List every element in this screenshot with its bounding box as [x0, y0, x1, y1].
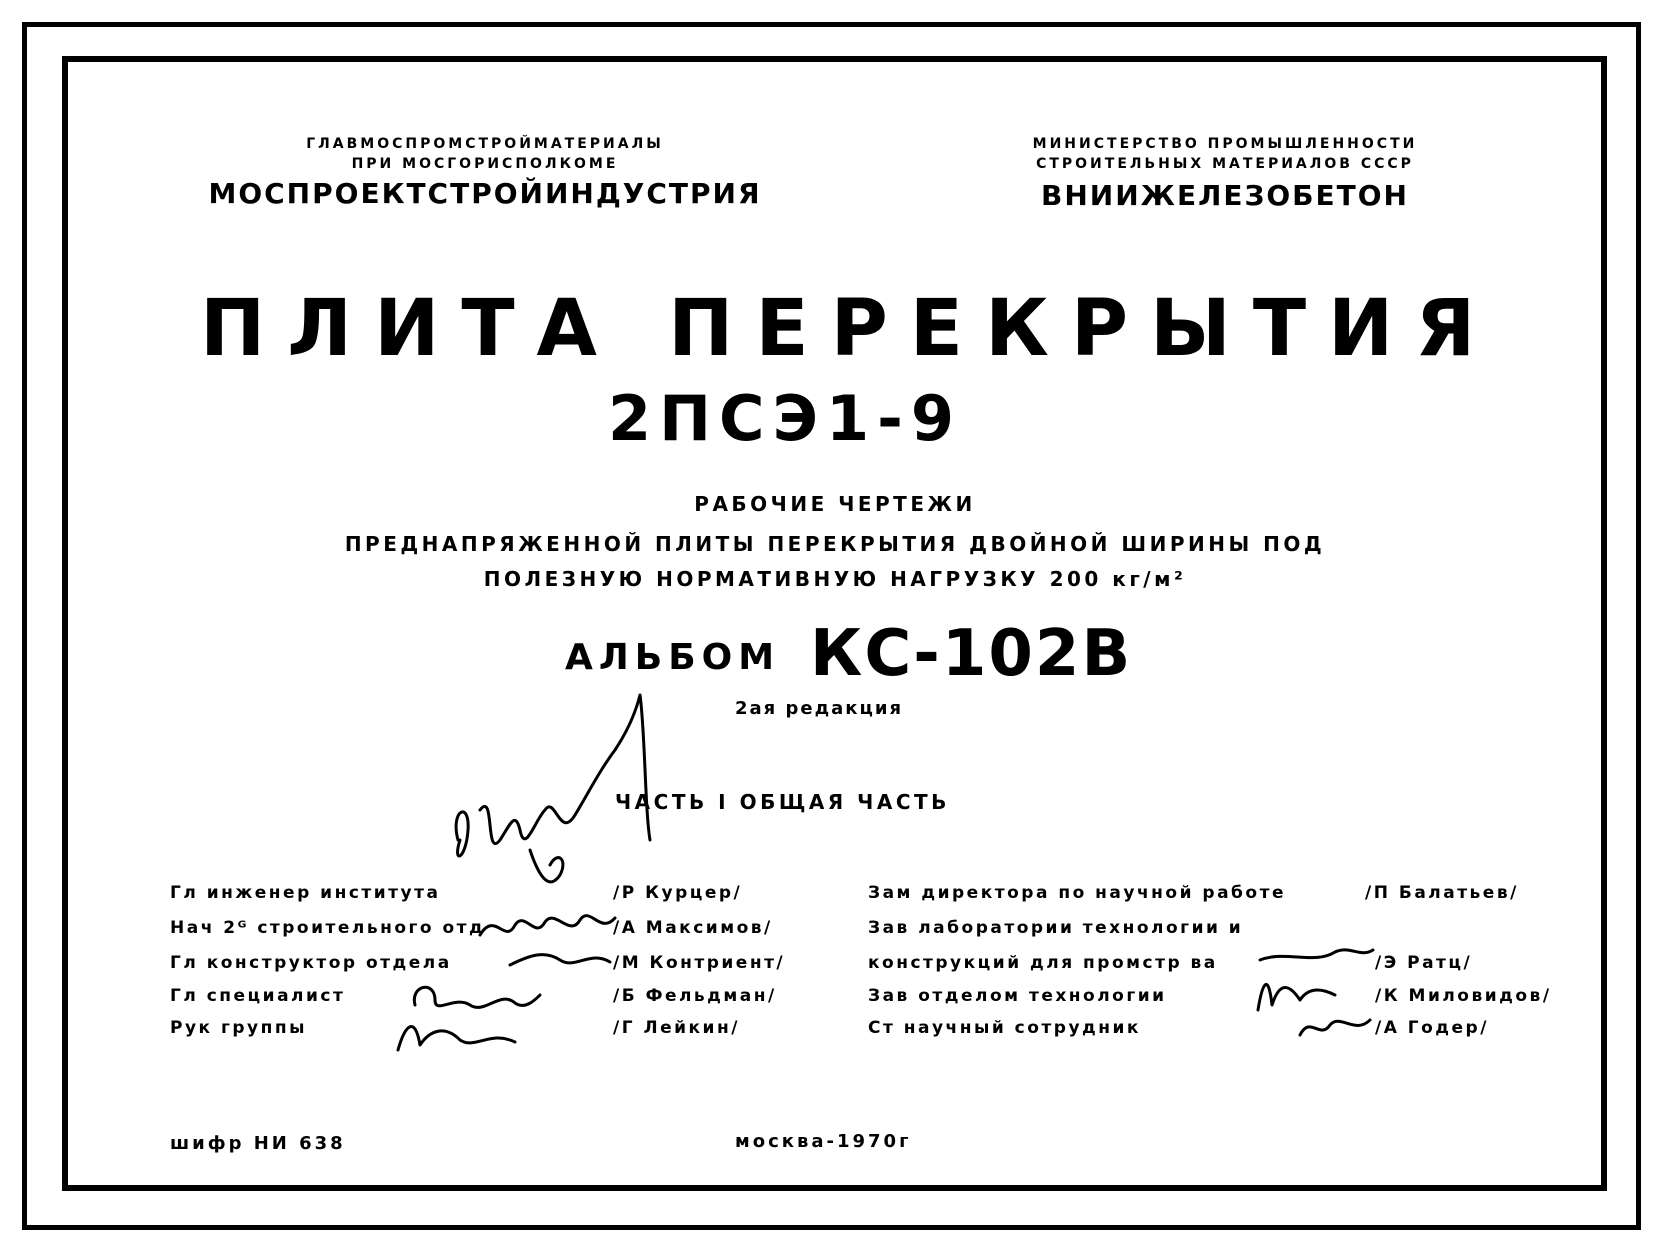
album-label: АЛЬБОМ [565, 637, 781, 678]
edition: 2ая редакция [735, 698, 903, 719]
description-line1: ПРЕДНАПРЯЖЕННОЙ ПЛИТЫ ПЕРЕКРЫТИЯ ДВОЙНОЙ ШИРИНЫ ПОД [344, 532, 1326, 556]
product-code: 2ПСЭ1-9 [607, 382, 963, 455]
left-role-3: Гл конструктор отдела [170, 953, 452, 973]
album-code: КС-102В [810, 617, 1133, 691]
right-name-5: /А Годер/ [1375, 1018, 1489, 1038]
right-role-3: конструкций для промстр ва [868, 953, 1218, 973]
signature-leikin [390, 1010, 530, 1060]
left-name-4: /Б Фельдман/ [613, 986, 777, 1006]
cipher: шифр НИ 638 [170, 1133, 346, 1154]
right-name-1: /П Балатьев/ [1365, 883, 1519, 903]
left-org-line1: ГЛАВМОСПРОМСТРОЙМАТЕРИАЛЫ [306, 136, 664, 152]
signature-kurcer [440, 690, 680, 920]
part-title: ЧАСТЬ I ОБЩАЯ ЧАСТЬ [615, 790, 950, 814]
left-name-5: /Г Лейкин/ [613, 1018, 740, 1038]
main-title: ПЛИТА ПЕРЕКРЫТИЯ [200, 284, 1498, 374]
right-name-4: /К Миловидов/ [1375, 986, 1552, 1006]
right-role-5: Ст научный сотрудник [868, 1018, 1141, 1038]
right-org-name: ВНИИЖЕЛЕЗОБЕТОН [1041, 179, 1409, 212]
subtitle: РАБОЧИЕ ЧЕРТЕЖИ [694, 492, 976, 516]
left-role-5: Рук группы [170, 1018, 307, 1038]
right-role-2: Зав лаборатории технологии и [868, 918, 1244, 938]
right-role-1: Зам директора по научной работе [868, 883, 1286, 903]
right-name-3: /Э Ратц/ [1375, 953, 1473, 973]
right-role-4: Зав отделом технологии [868, 986, 1167, 1006]
description-line2: ПОЛЕЗНУЮ НОРМАТИВНУЮ НАГРУЗКУ 200 кг/м² [483, 567, 1187, 591]
signature-goder [1295, 1005, 1375, 1045]
right-org-line2: СТРОИТЕЛЬНЫХ МАТЕРИАЛОВ СССР [1036, 156, 1414, 172]
right-org-line1: МИНИСТЕРСТВО ПРОМЫШЛЕННОСТИ [1032, 136, 1418, 152]
left-name-2: /А Максимов/ [613, 918, 773, 938]
left-name-3: /М Контриент/ [613, 953, 786, 973]
left-name-1: /Р Курцер/ [613, 883, 743, 903]
signature-kontrient [505, 940, 615, 980]
left-role-2: Нач 2ᴳ строительного отд [170, 918, 486, 938]
left-org-line2: ПРИ МОСГОРИСПОЛКОМЕ [351, 156, 619, 172]
left-org-name: МОСПРОЕКТСТРОЙИНДУСТРИЯ [208, 177, 762, 210]
left-role-4: Гл специалист [170, 986, 346, 1006]
city-year: москва-1970г [735, 1131, 912, 1152]
left-role-1: Гл инженер института [170, 883, 441, 903]
